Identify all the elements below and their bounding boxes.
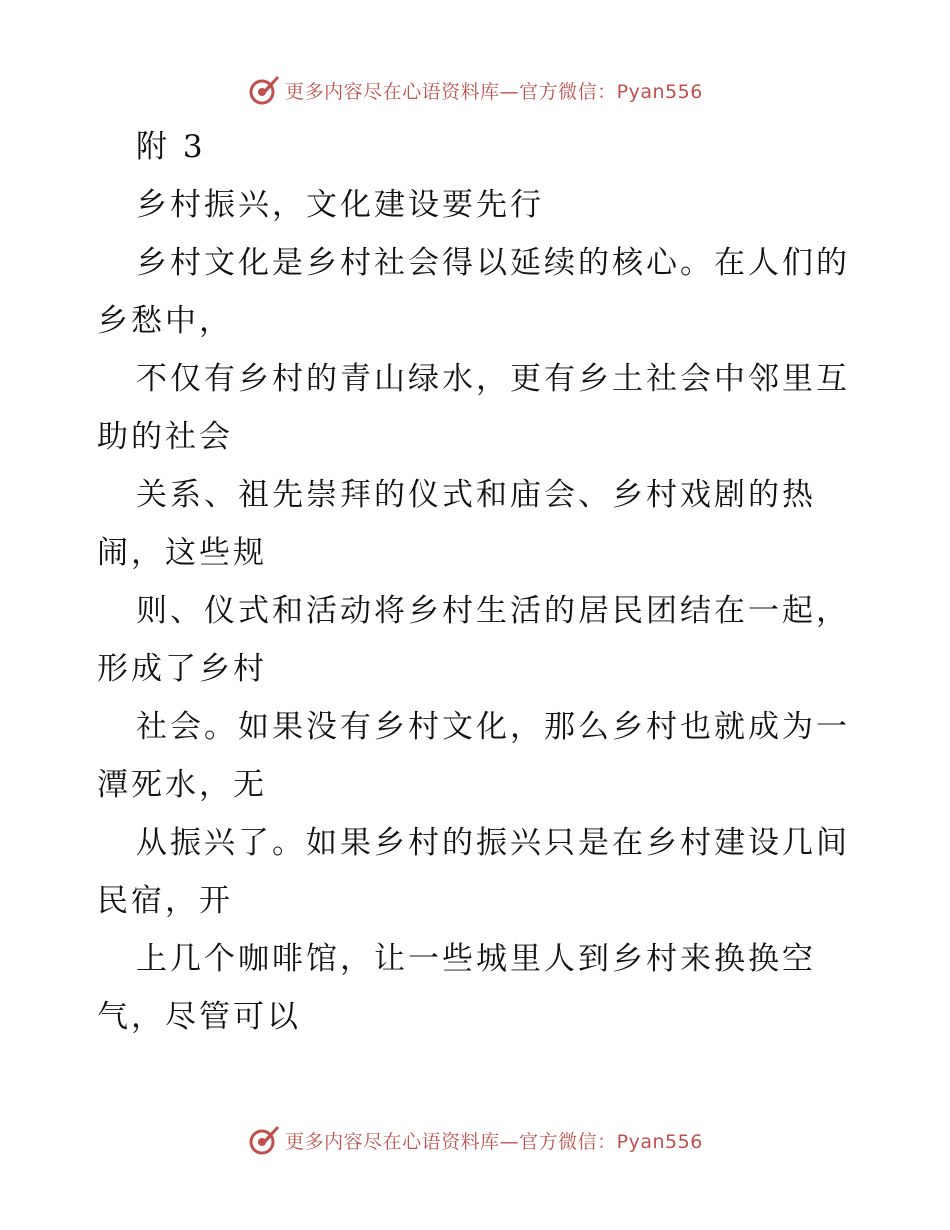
paragraph-line: 则、仪式和活动将乡村生活的居民团结在一起， bbox=[136, 593, 850, 629]
paragraph-line: 关系、祖先崇拜的仪式和庙会、乡村戏剧的热 bbox=[136, 477, 816, 513]
footer-banner-text: 更多内容尽在心语资料库—官方微信：Pyan556 bbox=[285, 1130, 703, 1153]
attachment-heading: 附 3 bbox=[136, 129, 206, 165]
paragraph-line: 从振兴了。如果乡村的振兴只是在乡村建设几间 bbox=[136, 825, 850, 861]
paragraph-line: 上几个咖啡馆，让一些城里人到乡村来换换空 bbox=[136, 941, 816, 977]
paragraph-line: 气，尽管可以 bbox=[97, 999, 301, 1035]
quill-pen-icon bbox=[247, 1123, 281, 1157]
document-title: 乡村振兴，文化建设要先行 bbox=[136, 187, 544, 223]
footer-banner bbox=[0, 1118, 950, 1162]
paragraph-line: 不仅有乡村的青山绿水，更有乡土社会中邻里互 bbox=[136, 361, 850, 397]
header-banner-text: 更多内容尽在心语资料库—官方微信：Pyan556 bbox=[285, 80, 703, 103]
header-banner bbox=[0, 68, 950, 112]
paragraph-line: 民宿，开 bbox=[97, 883, 233, 919]
quill-pen-icon bbox=[247, 73, 281, 107]
paragraph-line: 乡村文化是乡村社会得以延续的核心。在人们的 bbox=[136, 245, 850, 281]
paragraph-line: 助的社会 bbox=[97, 419, 233, 455]
paragraph-line: 乡愁中， bbox=[97, 303, 233, 339]
paragraph-line: 闹，这些规 bbox=[97, 535, 267, 571]
paragraph-line: 社会。如果没有乡村文化，那么乡村也就成为一 bbox=[136, 709, 850, 745]
paragraph-line: 潭死水，无 bbox=[97, 767, 267, 803]
paragraph-line: 形成了乡村 bbox=[97, 651, 267, 687]
